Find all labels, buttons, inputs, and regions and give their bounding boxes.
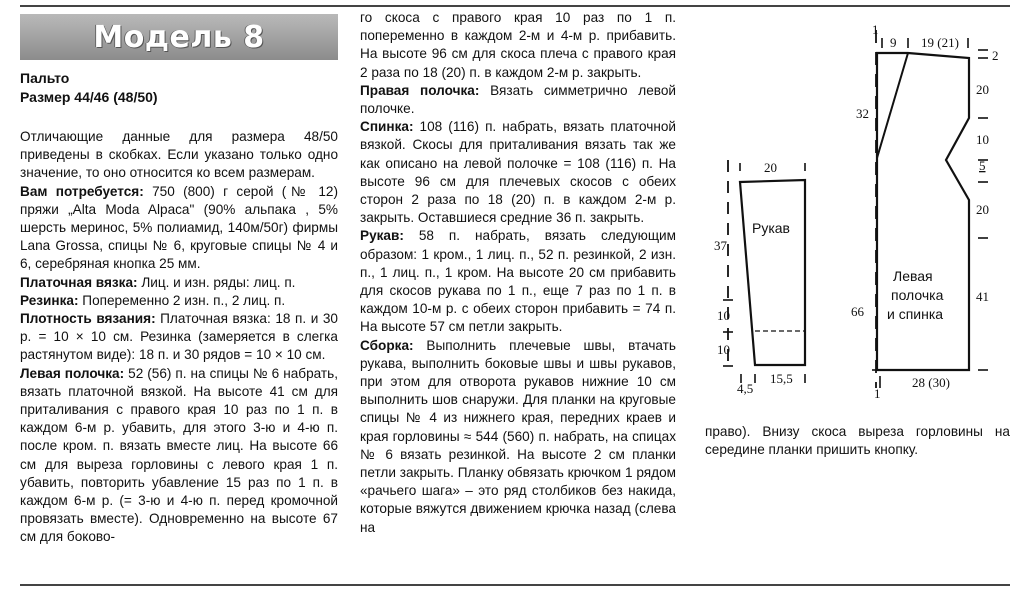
- size-line: Размер 44/46 (48/50): [20, 89, 158, 105]
- sleeve-dim-bottom-right: 15,5: [770, 371, 793, 386]
- body-dim-left-upper: 32: [856, 106, 869, 121]
- body-dim-r2: 10: [976, 132, 989, 147]
- sleeve-dim-cuff1: 10: [717, 308, 730, 323]
- sleeve-dim-top: 20: [764, 160, 777, 175]
- paragraph: Левая полочка: 52 (56) п. на спицы № 6 набрать, вязать платочной вязкой. На высоте 41 см для приталивания с правого края 10 раз по 1 п. в каждом 6-м р. убавить, для этого 3-ю и 4-ю п. после кром. п. вязать вместе лиц. На высоте 66 см для выреза горловины с левого края 1 п. убавить, повторить убавление 15 раз по 1 п. в каждом 6-м р. (= 3-ю и 4-ю п. перед кромочной провязать вместе). Одновременно на высоте 67 см для боково-: [20, 365, 338, 545]
- paragraph: Отличающие данные для размера 48/50 приведены в скобках. Если указано только одно значение, то оно относится ко всем размерам.: [20, 129, 338, 181]
- sleeve-diagram: [723, 160, 805, 383]
- body-dim-top-right: 2: [992, 48, 999, 63]
- sleeve-dim-bottom-left: 4,5: [737, 381, 754, 396]
- paragraph: Резинка: Попеременно 2 изн. п., 2 лиц. п.: [20, 292, 286, 308]
- paragraph: Плотность вязания: Платочная вязка: 18 п. и 30 р. = 10 × 10 см. Резинка (замеряется в слегка растянутом виде): 18 п. и 30 рядов = 10 × 10 см.: [20, 311, 338, 363]
- body-dim-r4: 20: [976, 202, 989, 217]
- body-label-line1: Левая: [893, 268, 933, 284]
- continuation-note: право). Внизу скоса выреза горловины на середине планки пришить кнопку.: [705, 424, 1010, 458]
- body-dim-bottom-left: 1: [874, 386, 881, 401]
- body-label-line2: полочка: [891, 287, 944, 303]
- paragraph: Сборка: Выполнить плечевые швы, втачать рукава, выполнить боковые швы и швы рукавов, при этом для отворота рукавов нижние 10 см выполнить шов снаружи. Для планки на круговые спицы № 4 из нижнего края, передних краев и края горловины ≈ 544 (560) п. набрать, на спицах № 6 вязать резинкой. На высоте 2 см планки петли закрыть. Планку обвязать крючком 1 рядом «рачьего шага» – это ряд столбиков без накида, которые вяжутся движением крючка назад (слева на: [360, 337, 676, 535]
- garment-name: Пальто: [20, 70, 70, 86]
- body-dim-top-left: 1: [872, 22, 879, 37]
- body-dim-top-b: 19 (21): [921, 35, 959, 50]
- body-dim-left-lower: 66: [851, 304, 864, 319]
- paragraph: Правая полочка: Вязать симметрично левой полочке.: [360, 82, 676, 117]
- body-dim-r5: 41: [976, 289, 989, 304]
- paragraph: Платочная вязка: Лиц. и изн. ряды: лиц. п.: [20, 274, 296, 290]
- body-dim-r3: 5: [979, 158, 986, 173]
- sleeve-dim-cuff2: 10: [717, 342, 730, 357]
- body-dim-r1: 20: [976, 82, 989, 97]
- paragraph: го скоса с правого края 10 раз по 1 п. попеременно в каждом 2-м и 4-м р. прибавить. На высоте 96 см для скоса плеча с правого края 2 раза по 18 (20) п. в каждом 2-м р. закрыть.: [360, 10, 676, 80]
- body-label-line3: и спинка: [887, 306, 944, 322]
- sleeve-label: Рукав: [752, 220, 790, 236]
- page-title: Модель 8: [93, 20, 265, 55]
- paragraph: Рукав: 58 п. набрать, вязать следующим образом: 1 кром., 1 лиц. п., 52 п. резинкой, 2 изн. п., 1 лиц. п., 1 кром. На высоте 20 см прибавить для скосов рукава по 1 п., еще 7 раз по 1 п. в каждом 10-м р. с обеих сторон прибавить = 74 п. На высоте 57 см петли закрыть.: [360, 228, 676, 335]
- sleeve-dim-height: 37: [714, 238, 727, 253]
- paragraph: Спинка: 108 (116) п. набрать, вязать платочной вязкой. Скосы для приталивания вязать так же как описано на левой полочке = 108 (116) п. На высоте 96 см для плечевых скосов с обеих сторон 2 раза по 18 (20) п. в каждом 2-м р. закрыть. Оставшиеся средние 36 п. закрыть.: [360, 119, 676, 226]
- body-dim-top-a: 9: [890, 35, 897, 50]
- body-diagram: [872, 30, 988, 388]
- paragraph: Вам потребуется: 750 (800) г серой (№ 12) пряжи „Alta Moda Alpaca" (90% альпака , 5% шерсть меринос, 5% полиамид, 140м/50г) фирмы Lana Grossa, спицы № 6, круговые спицы № 4 и 6, серебряная кнопка 25 мм.: [20, 183, 338, 272]
- body-dim-bottom: 28 (30): [912, 375, 950, 390]
